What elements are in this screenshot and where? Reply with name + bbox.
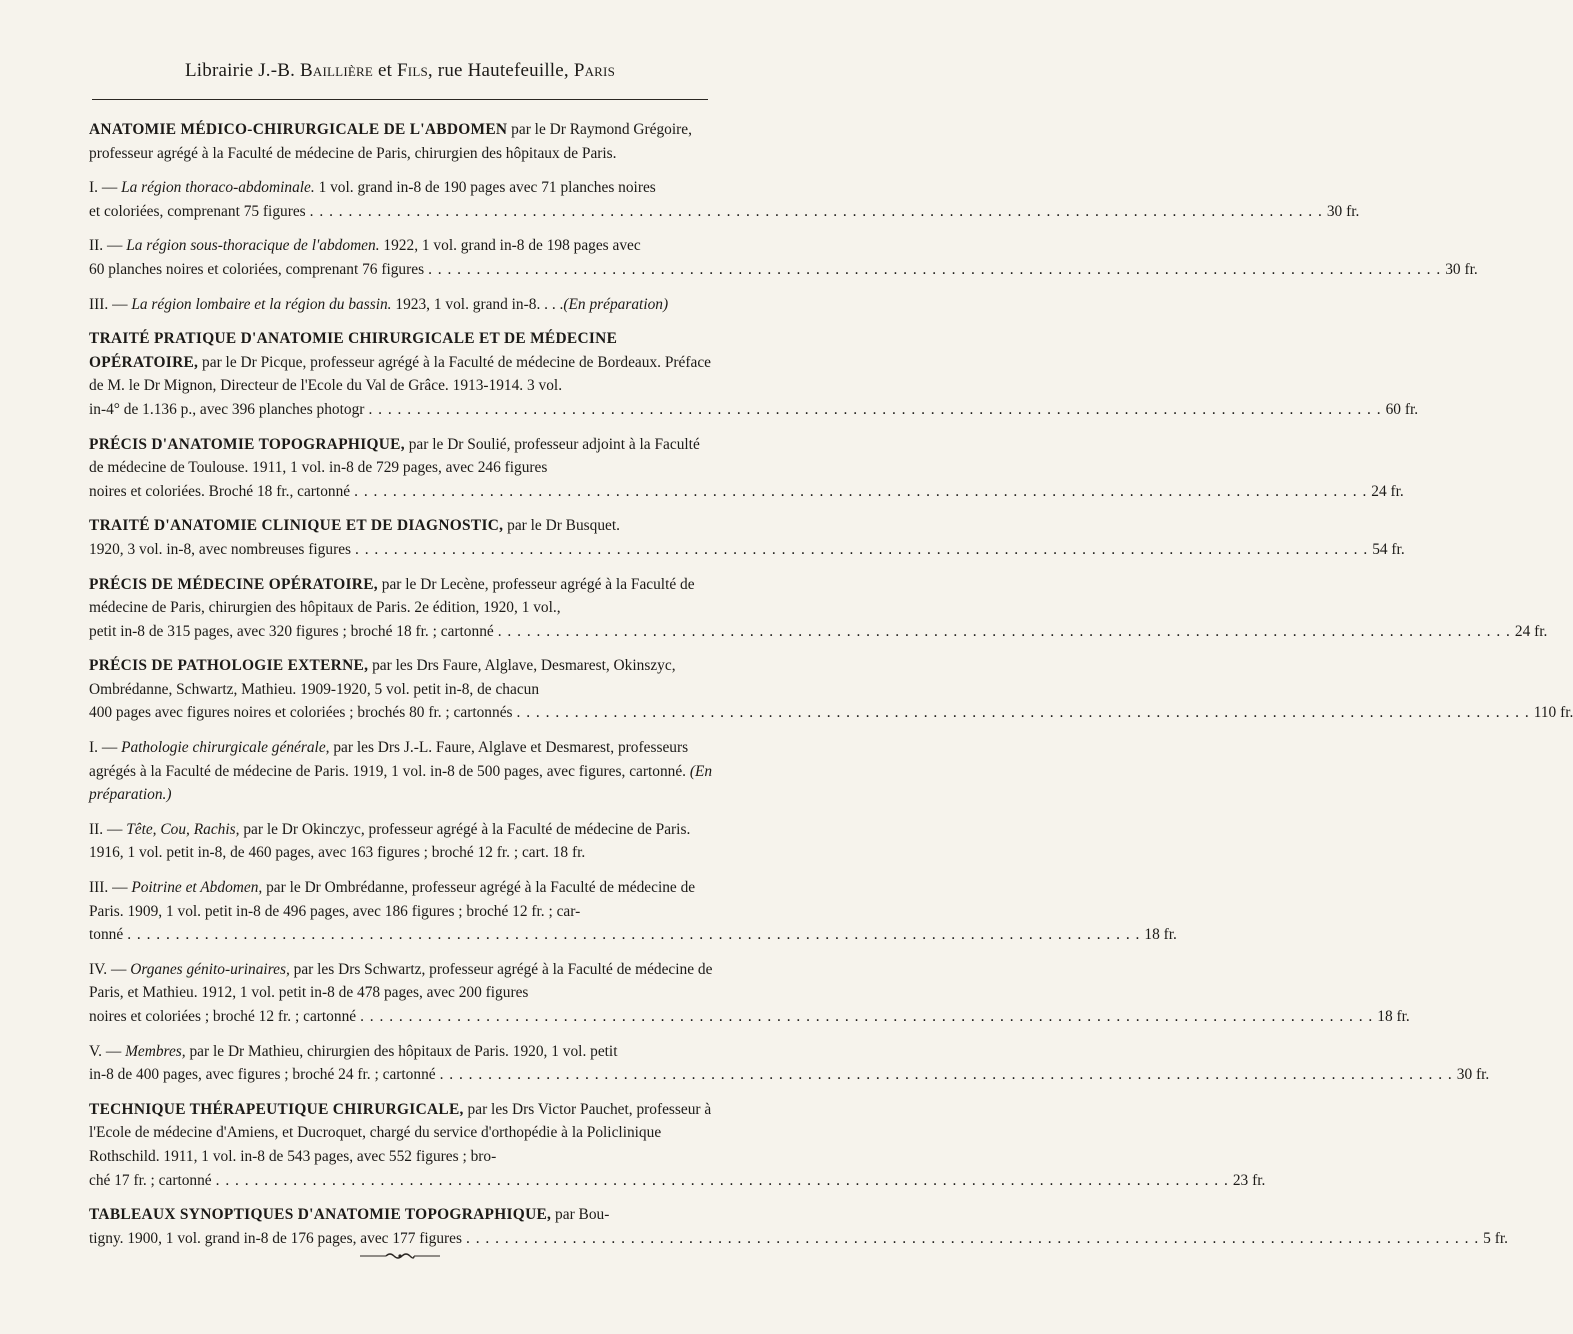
- entry-sub-3: [89, 293, 717, 317]
- entry-traite-clinique: [89, 514, 1405, 561]
- entry-sub-pathologie-generale: [89, 736, 717, 807]
- price: 30 fr.: [1456, 1066, 1490, 1084]
- sub-number: IV. —: [89, 960, 131, 978]
- leader-dots: [127, 923, 1140, 947]
- leader-dots: [440, 1063, 1453, 1087]
- sub-number: I. —: [89, 179, 122, 197]
- header-middle: et: [373, 60, 398, 81]
- entry-sub-tete-cou: [89, 818, 717, 865]
- entry-desc: par Bou-: [551, 1206, 610, 1224]
- price: 23 fr.: [1232, 1171, 1266, 1189]
- header-city: Paris: [573, 60, 615, 81]
- price: 5 fr.: [1483, 1229, 1508, 1247]
- sub-number: III. —: [89, 879, 132, 897]
- price: 60 fr.: [1385, 400, 1419, 418]
- entry-technique-therapeutique: [89, 1098, 1266, 1192]
- leader-dots: [360, 1005, 1373, 1029]
- sub-note: (En préparation): [563, 295, 669, 313]
- sub-desc: 1923, 1 vol. grand in-8. . . .: [391, 295, 564, 313]
- price-line: [89, 1005, 1410, 1029]
- entry-desc: par le Dr Lecène, professeur agrégé à la Faculté de médecine de Paris, chirurgien des hôpitaux de Paris. 2e édition, 1920, 1 vol.,: [89, 575, 695, 617]
- entry-title: TRAITÉ D'ANATOMIE CLINIQUE ET DE DIAGNOSTIC,: [89, 517, 504, 535]
- entry-title: PRÉCIS DE PATHOLOGIE EXTERNE,: [89, 657, 369, 675]
- leader-dots: [368, 398, 1381, 422]
- entry-desc-2: petit in-8 de 315 pages, avec 320 figures ; broché 18 fr. ; cartonné: [89, 622, 494, 640]
- leader-dots: [354, 480, 1367, 504]
- entry-pathologie-externe: [89, 654, 1573, 725]
- sub-number: V. —: [89, 1042, 126, 1060]
- price-line: [89, 923, 1177, 947]
- entry-desc-2: noires et coloriées. Broché 18 fr., cartonné: [89, 482, 351, 500]
- entry-sub-1: [89, 176, 1360, 223]
- sub-title: Organes génito-urinaires,: [130, 960, 290, 978]
- leader-dots: [466, 1227, 1479, 1251]
- price-line: [89, 1169, 1266, 1193]
- entry-title: PRÉCIS DE MÉDECINE OPÉRATOIRE,: [89, 575, 378, 593]
- entry-precis-medecine-operatoire: [89, 573, 1548, 644]
- sub-title: Poitrine et Abdomen,: [131, 879, 263, 897]
- entry-desc-2: tigny. 1900, 1 vol. grand in-8 de 176 pages, avec 177 figures: [89, 1229, 462, 1247]
- price-line: [89, 538, 1405, 562]
- leader-dots: [310, 200, 1323, 224]
- sub-number: III. —: [89, 295, 132, 313]
- catalog-content: [89, 118, 1573, 1261]
- sub-number: I. —: [89, 739, 122, 757]
- entry-desc: par le Dr Soulié, professeur adjoint à la Faculté de médecine de Toulouse. 1911, 1 vol. in-8 de 729 pages, avec 246 figures: [89, 435, 700, 477]
- entry-title: ANATOMIE MÉDICO-CHIRURGICALE DE L'ABDOMEN: [89, 121, 508, 138]
- sub-desc: par les Drs Schwartz, professeur agrégé à la Faculté de médecine de Paris, et Mathieu. 1912, 1 vol. petit in-8 de 478 pages, avec 200 figures: [89, 960, 713, 1002]
- price: 24 fr.: [1371, 482, 1404, 500]
- entry-desc: par le Dr Busquet.: [503, 517, 620, 535]
- sub-title: Tête, Cou, Rachis,: [126, 820, 240, 838]
- entry-title: PRÉCIS D'ANATOMIE TOPOGRAPHIQUE,: [89, 435, 405, 453]
- price: 30 fr.: [1326, 202, 1360, 220]
- entry-desc: par les Drs Victor Pauchet, professeur à l'Ecole de médecine d'Amiens, et Ducroquet, chargé du service d'orthopédie à la Policlinique Rothschild. 1911, 1 vol. in-8 de 543 pages, avec 552 figures ; bro-: [89, 1100, 712, 1165]
- price: 30 fr.: [1445, 260, 1478, 278]
- header-address: , rue Hautefeuille,: [427, 60, 574, 81]
- price: 54 fr.: [1372, 540, 1405, 558]
- leader-dots: [355, 538, 1368, 562]
- price-line: [89, 258, 1478, 282]
- sub-desc: par le Dr Okinczyc, professeur agrégé à la Faculté de médecine de Paris. 1916, 1 vol. petit in-8, de 460 pages, avec 163 figures ; broché 12 fr. ; cart. 18 fr.: [89, 820, 691, 862]
- sub-desc-2: 60 planches noires et coloriées, comprenant 76 figures: [89, 260, 425, 278]
- entry-desc-2: 1920, 3 vol. in-8, avec nombreuses figures: [89, 540, 352, 558]
- sub-desc-2: et coloriées, comprenant 75 figures: [89, 202, 306, 220]
- entry-traite-pratique: [89, 327, 1419, 421]
- sub-desc: 1 vol. grand in-8 de 190 pages avec 71 planches noires: [314, 179, 656, 197]
- sub-desc: 1922, 1 vol. grand in-8 de 198 pages avec: [379, 237, 641, 255]
- entry-sub-2: [89, 234, 1478, 281]
- sub-title: La région sous-thoracique de l'abdomen.: [126, 237, 380, 255]
- sub-title: Membres,: [125, 1042, 186, 1060]
- entry-title: TECHNIQUE THÉRAPEUTIQUE CHIRURGICALE,: [89, 1100, 464, 1118]
- price-line: [89, 480, 1404, 504]
- entry-sub-poitrine: [89, 876, 1177, 947]
- sub-title: La région thoraco-abdominale.: [121, 179, 315, 197]
- price-line: [89, 701, 1573, 725]
- price: 110 fr.: [1533, 704, 1573, 722]
- sub-note: (En préparation.): [89, 762, 713, 804]
- price-line: [89, 620, 1548, 644]
- price: 18 fr.: [1144, 926, 1177, 944]
- entry-desc-2: 400 pages avec figures noires et coloriées ; brochés 80 fr. ; cartonnés: [89, 704, 513, 722]
- price-line: [89, 200, 1360, 224]
- sub-desc: par le Dr Ombrédanne, professeur agrégé à la Faculté de médecine de Paris. 1909, 1 vol. petit in-8 de 496 pages, avec 186 figures ; broché 12 fr. ; car-: [89, 879, 696, 920]
- sub-title: La région lombaire et la région du bassin.: [131, 295, 392, 313]
- sub-number: II. —: [89, 237, 127, 255]
- entry-desc: par le Dr Picque, professeur agrégé à la Faculté de médecine de Bordeaux. Préface de M. le Dr Mignon, Directeur de l'Ecole du Val de Grâce. 1913-1914. 3 vol.: [89, 353, 711, 395]
- entry-desc-2: in-4° de 1.136 p., avec 396 planches photogr: [89, 400, 365, 418]
- sub-desc-2: tonné: [89, 926, 124, 944]
- entry-anatomie-abdomen: [89, 118, 717, 165]
- sub-desc-2: in-8 de 400 pages, avec figures ; broché 24 fr. ; cartonné: [89, 1066, 436, 1084]
- header-rule: [92, 99, 708, 100]
- entry-title: TRAITÉ PRATIQUE D'ANATOMIE CHIRURGICALE ET DE MÉDECINE OPÉRATOIRE,: [89, 330, 618, 371]
- leader-dots: [428, 258, 1441, 282]
- leader-dots: [498, 620, 1511, 644]
- price-line: [89, 1227, 1508, 1251]
- entry-tableaux-synoptiques: [89, 1203, 1508, 1250]
- entry-desc-2: ché 17 fr. ; cartonné: [89, 1171, 212, 1189]
- entry-sub-organes: [89, 958, 1410, 1029]
- entry-precis-anatomie-topo: [89, 433, 1404, 504]
- entry-desc: par le Dr Raymond Grégoire, professeur agrégé à la Faculté de médecine de Paris, chirurgien des hôpitaux de Paris.: [89, 121, 692, 162]
- sub-desc: par les Drs J.-L. Faure, Alglave et Desmarest, professeurs agrégés à la Faculté de médecine de Paris. 1919, 1 vol. in-8 de 500 pages, avec figures, cartonné.: [89, 739, 690, 780]
- sub-desc: par le Dr Mathieu, chirurgien des hôpitaux de Paris. 1920, 1 vol. petit: [185, 1042, 618, 1060]
- price-line: [89, 1063, 1490, 1087]
- header-prefix: Librairie J.-B.: [184, 60, 301, 81]
- entry-sub-membres: [89, 1040, 1490, 1087]
- price: 18 fr.: [1377, 1008, 1410, 1025]
- end-ornament-icon: [360, 1251, 440, 1261]
- sub-number: II. —: [89, 820, 127, 838]
- entry-title: TABLEAUX SYNOPTIQUES D'ANATOMIE TOPOGRAPHIQUE,: [89, 1206, 552, 1224]
- price: 24 fr.: [1514, 622, 1548, 640]
- page-header: [0, 60, 800, 82]
- sub-desc-2: noires et coloriées ; broché 12 fr. ; cartonné: [89, 1008, 357, 1025]
- price-line: [89, 398, 1419, 422]
- entry-desc: par les Drs Faure, Alglave, Desmarest, Okinszyc, Ombrédanne, Schwartz, Mathieu. 1909-1920, 5 vol. petit in-8, de chacun: [89, 657, 676, 698]
- leader-dots: [517, 701, 1530, 725]
- header-fils: Fils: [397, 60, 428, 81]
- header-publisher: Baillière: [300, 60, 374, 81]
- sub-title: Pathologie chirurgicale générale,: [121, 739, 330, 757]
- leader-dots: [216, 1169, 1229, 1193]
